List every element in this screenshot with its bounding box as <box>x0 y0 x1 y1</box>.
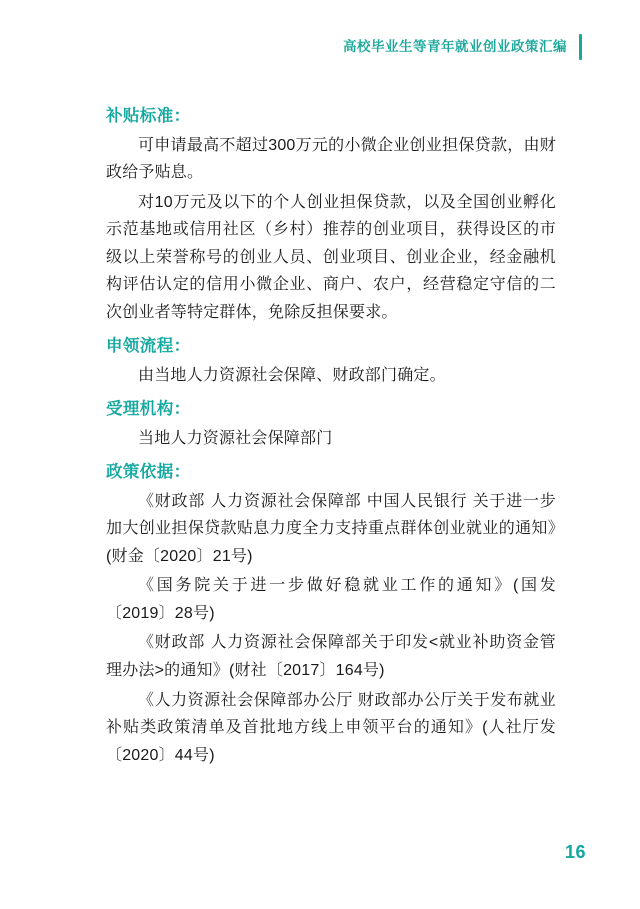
paragraph: 《国务院关于进一步做好稳就业工作的通知》(国发〔2019〕28号) <box>106 577 556 622</box>
document-body <box>106 104 556 771</box>
section-heading: 申领流程： <box>106 337 191 356</box>
section-handling-agency <box>106 397 556 452</box>
paragraph: 对10万元及以下的个人创业担保贷款，以及全国创业孵化示范基地或信用社区（乡村）推荐的创业项目，获得设区的市级以上荣誉称号的创业人员、创业项目、创业企业，经金融机构评估认定的信用小微企业、商户、农户，经营稳定守信的二次创业者等特定群体，免除反担保要求。 <box>106 193 556 321</box>
paragraph: 由当地人力资源社会保障、财政部门确定。 <box>138 366 446 384</box>
header-accent-rule <box>579 34 582 60</box>
page-header <box>0 30 640 64</box>
section-application-process <box>106 334 556 389</box>
paragraph: 《财政部 人力资源社会保障部 中国人民银行 关于进一步加大创业担保贷款贴息力度全力支持重点群体创业就业的通知》(财金〔2020〕21号) <box>106 492 556 565</box>
section-heading: 受理机构： <box>106 400 191 419</box>
paragraph: 《财政部 人力资源社会保障部关于印发<就业补助资金管理办法>的通知》(财社〔2017〕164号) <box>106 634 556 679</box>
paragraph: 《人力资源社会保障部办公厅 财政部办公厅关于发布就业补贴类政策清单及首批地方线上申领平台的通知》(人社厅发〔2020〕44号) <box>106 691 556 764</box>
section-heading: 补贴标准： <box>106 107 191 125</box>
section-subsidy-standard <box>106 104 556 326</box>
paragraph: 可申请最高不超过300万元的小微企业创业担保贷款，由财政给予贴息。 <box>106 136 556 182</box>
section-policy-basis <box>106 460 556 769</box>
page-number: 16 <box>564 842 586 862</box>
paragraph: 当地人力资源社会保障部门 <box>138 429 333 447</box>
section-heading: 政策依据： <box>106 463 191 482</box>
header-title: 高校毕业生等青年就业创业政策汇编 <box>343 39 567 55</box>
